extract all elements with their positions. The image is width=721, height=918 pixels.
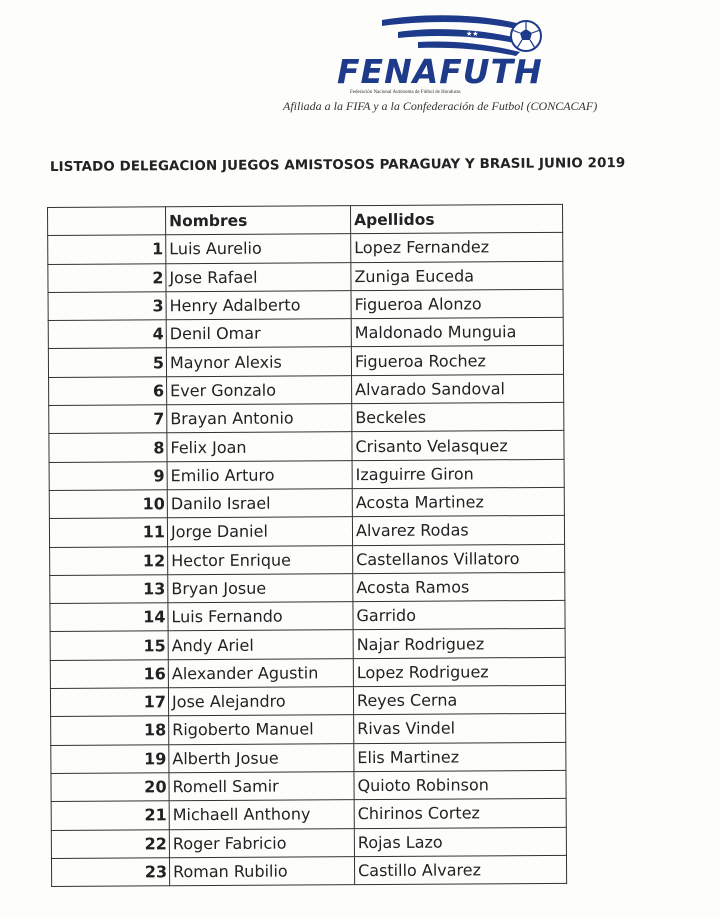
row-apellidos: Alvarado Sandoval <box>352 374 564 404</box>
row-number: 4 <box>48 320 166 349</box>
row-apellidos: Alvarez Rodas <box>352 516 564 546</box>
table-row <box>48 289 563 320</box>
table-row <box>49 459 564 490</box>
row-nombres: Alberth Josue <box>169 743 354 772</box>
row-nombres: Brayan Antonio <box>167 404 352 433</box>
table-row <box>50 657 565 688</box>
row-apellidos: Zuniga Euceda <box>351 261 563 291</box>
table-row <box>49 516 564 547</box>
row-number: 19 <box>51 744 169 773</box>
row-number: 21 <box>51 801 169 830</box>
row-apellidos: Chirinos Cortez <box>354 799 566 829</box>
row-apellidos: Castillo Alvarez <box>354 855 566 885</box>
row-number: 6 <box>49 377 167 406</box>
column-header-nombres: Nombres <box>166 206 351 235</box>
row-nombres: Denil Omar <box>166 319 351 348</box>
row-nombres: Roman Rubilio <box>169 856 354 885</box>
row-nombres: Jose Rafael <box>166 262 351 291</box>
table-row <box>51 770 566 801</box>
row-nombres: Hector Enrique <box>168 545 353 574</box>
table-row <box>49 487 564 518</box>
row-nombres: Romell Samir <box>169 772 354 801</box>
brand-name: FENAFUTH <box>337 52 543 91</box>
table-row <box>48 318 563 349</box>
row-number: 9 <box>49 461 167 490</box>
row-number: 22 <box>51 829 169 858</box>
row-number: 11 <box>49 518 167 547</box>
row-apellidos: Beckeles <box>352 402 564 432</box>
row-number: 16 <box>50 660 168 689</box>
column-header-apellidos: Apellidos <box>350 204 562 234</box>
row-apellidos: Maldonado Munguia <box>351 318 563 348</box>
row-apellidos: Reyes Cerna <box>353 685 565 715</box>
row-nombres: Rigoberto Manuel <box>169 715 354 744</box>
row-nombres: Luis Fernando <box>168 602 353 631</box>
row-number: 7 <box>49 405 167 434</box>
table-row <box>48 233 563 264</box>
row-apellidos: Najar Rodriguez <box>353 629 565 659</box>
row-number: 23 <box>51 858 169 887</box>
table-row <box>50 544 565 575</box>
table-row <box>48 261 563 292</box>
table-header-row <box>48 204 563 235</box>
row-apellidos: Figueroa Rochez <box>351 346 563 376</box>
table-row <box>50 685 565 716</box>
row-apellidos: Garrido <box>353 600 565 630</box>
table-row <box>51 714 566 745</box>
table-row <box>50 629 565 660</box>
row-apellidos: Lopez Fernandez <box>351 233 563 263</box>
row-apellidos: Acosta Ramos <box>353 572 565 602</box>
row-apellidos: Acosta Martinez <box>352 487 564 517</box>
row-apellidos: Castellanos Villatoro <box>353 544 565 574</box>
table-row <box>50 600 565 631</box>
table-row <box>49 431 564 462</box>
roster-sheet <box>47 204 567 887</box>
row-nombres: Danilo Israel <box>167 489 352 518</box>
row-number: 12 <box>50 546 168 575</box>
row-number: 2 <box>48 263 166 292</box>
row-apellidos: Izaguirre Giron <box>352 459 564 489</box>
table-row <box>51 855 566 886</box>
document-title: LISTADO DELEGACION JUEGOS AMISTOSOS PARAGUAY Y BRASIL JUNIO 2019 <box>49 155 626 175</box>
roster-table <box>47 204 567 887</box>
row-number: 17 <box>50 688 168 717</box>
row-number: 15 <box>50 631 168 660</box>
row-number: 3 <box>48 292 166 321</box>
row-apellidos: Figueroa Alonzo <box>351 289 563 319</box>
row-number: 18 <box>51 716 169 745</box>
row-nombres: Andy Ariel <box>168 630 353 659</box>
row-number: 14 <box>50 603 168 632</box>
column-header-number <box>48 207 166 236</box>
row-nombres: Luis Aurelio <box>166 234 351 263</box>
table-row <box>50 572 565 603</box>
row-apellidos: Quioto Robinson <box>354 770 566 800</box>
letterhead <box>0 0 721 130</box>
row-apellidos: Lopez Rodriguez <box>353 657 565 687</box>
svg-text:★★: ★★ <box>466 30 479 38</box>
row-nombres: Henry Adalberto <box>166 291 351 320</box>
row-nombres: Jorge Daniel <box>167 517 352 546</box>
row-apellidos: Rojas Lazo <box>354 827 566 857</box>
row-nombres: Emilio Arturo <box>167 460 352 489</box>
row-nombres: Alexander Agustin <box>168 658 353 687</box>
row-apellidos: Crisanto Velasquez <box>352 431 564 461</box>
row-nombres: Bryan Josue <box>168 573 353 602</box>
row-apellidos: Rivas Vindel <box>354 714 566 744</box>
row-number: 13 <box>50 575 168 604</box>
row-number: 20 <box>51 773 169 802</box>
row-nombres: Roger Fabricio <box>169 828 354 857</box>
row-number: 8 <box>49 433 167 462</box>
roster-body <box>48 233 567 887</box>
row-number: 10 <box>49 490 167 519</box>
table-row <box>48 346 563 377</box>
table-row <box>49 374 564 405</box>
table-row <box>49 402 564 433</box>
row-number: 5 <box>48 348 166 377</box>
table-row <box>51 827 566 858</box>
row-nombres: Michaell Anthony <box>169 800 354 829</box>
row-nombres: Ever Gonzalo <box>167 375 352 404</box>
row-number: 1 <box>48 235 166 264</box>
row-nombres: Maynor Alexis <box>166 347 351 376</box>
row-apellidos: Elis Martinez <box>354 742 566 772</box>
table-row <box>51 742 566 773</box>
affiliation-text: Afiliada a la FIFA y a la Confederación de Futbol (CONCACAF) <box>283 99 598 113</box>
row-nombres: Felix Joan <box>167 432 352 461</box>
row-nombres: Jose Alejandro <box>168 687 353 716</box>
federation-name: Federación Nacional Autónoma de Fútbol de Honduras <box>350 90 461 95</box>
table-row <box>51 799 566 830</box>
